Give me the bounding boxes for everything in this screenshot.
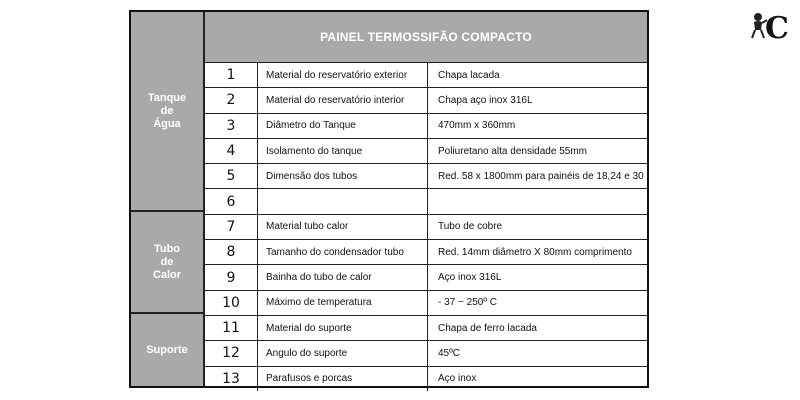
row-number: 7 [205, 215, 258, 239]
table-row [205, 366, 647, 391]
row-number: 4 [205, 139, 258, 163]
section-label-line: Calor [152, 268, 182, 281]
row-number: 3 [205, 114, 258, 138]
row-property: Isolamento do tanque [258, 139, 428, 163]
row-number: 1 [205, 63, 258, 87]
row-property: Máximo de temperatura [258, 291, 428, 315]
row-value: Aço inox [438, 373, 477, 385]
table-row [205, 239, 647, 264]
table-row [205, 87, 647, 112]
row-value: Chapa de ferro lacada [438, 322, 537, 334]
table-row [205, 138, 647, 163]
row-number: 13 [205, 367, 258, 391]
row-number: 9 [205, 265, 258, 289]
logo-letter: C [765, 11, 789, 44]
row-property: Bainha do tubo de calor [258, 265, 428, 289]
row-property [258, 189, 428, 213]
table-row [205, 264, 647, 289]
row-property: Material do suporte [258, 316, 428, 340]
section-label-line: Tanque [147, 91, 187, 104]
section-label-line: Tubo [153, 242, 181, 255]
row-value: Chapa lacada [438, 69, 500, 81]
table-row [205, 113, 647, 138]
row-property: Material do reservatório interior [258, 88, 428, 112]
row-value: Poliuretano alta densidade 55mm [438, 145, 587, 157]
section-label-line: Água [153, 117, 181, 130]
row-value: Red. 58 x 1800mm para painéis de 18,24 e 30 [438, 170, 644, 182]
table-row [205, 188, 647, 213]
row-number: 2 [205, 88, 258, 112]
row-property: Angulo do suporte [258, 341, 428, 365]
row-number: 12 [205, 341, 258, 365]
table-title: PAINEL TERMOSSIFÃO COMPACTO [203, 12, 647, 62]
row-property: Diâmetro do Tanque [258, 114, 428, 138]
row-property: Material tubo calor [258, 215, 428, 239]
row-number: 11 [205, 316, 258, 340]
row-value: 470mm x 360mm [438, 120, 516, 132]
table-row [205, 62, 647, 87]
row-number: 5 [205, 164, 258, 188]
row-property: Parafusos e porcas [258, 367, 428, 391]
row-value: Tubo de cobre [438, 221, 503, 233]
row-number: 8 [205, 240, 258, 264]
row-value [428, 189, 647, 213]
section-tubo-de-calor [131, 212, 203, 314]
row-property: Material do reservatório exterior [258, 63, 428, 87]
table-row [205, 290, 647, 315]
row-value: 45ºC [438, 347, 460, 359]
table-row [205, 340, 647, 365]
table-row [205, 163, 647, 188]
row-value: - 37 ~ 250º C [438, 297, 497, 309]
section-suporte [131, 314, 203, 386]
table-body [203, 62, 647, 386]
row-value: Aço inox 316L [438, 272, 502, 284]
row-property: Dimensão dos tubos [258, 164, 428, 188]
section-tanque-de-agua [131, 12, 203, 212]
section-label-line: Suporte [146, 343, 188, 356]
row-value: Red. 14mm diâmetro X 80mm comprimento [438, 246, 632, 258]
section-label-line: de [160, 255, 174, 268]
row-property: Tamanho do condensador tubo [258, 240, 428, 264]
table-row [205, 315, 647, 340]
table-row [205, 214, 647, 239]
spec-table [129, 10, 649, 388]
row-number: 10 [205, 291, 258, 315]
row-number: 6 [205, 189, 258, 213]
section-label-line: de [160, 104, 174, 117]
mascot-logo-icon [746, 8, 792, 44]
row-value: Chapa aço inox 316L [438, 94, 533, 106]
